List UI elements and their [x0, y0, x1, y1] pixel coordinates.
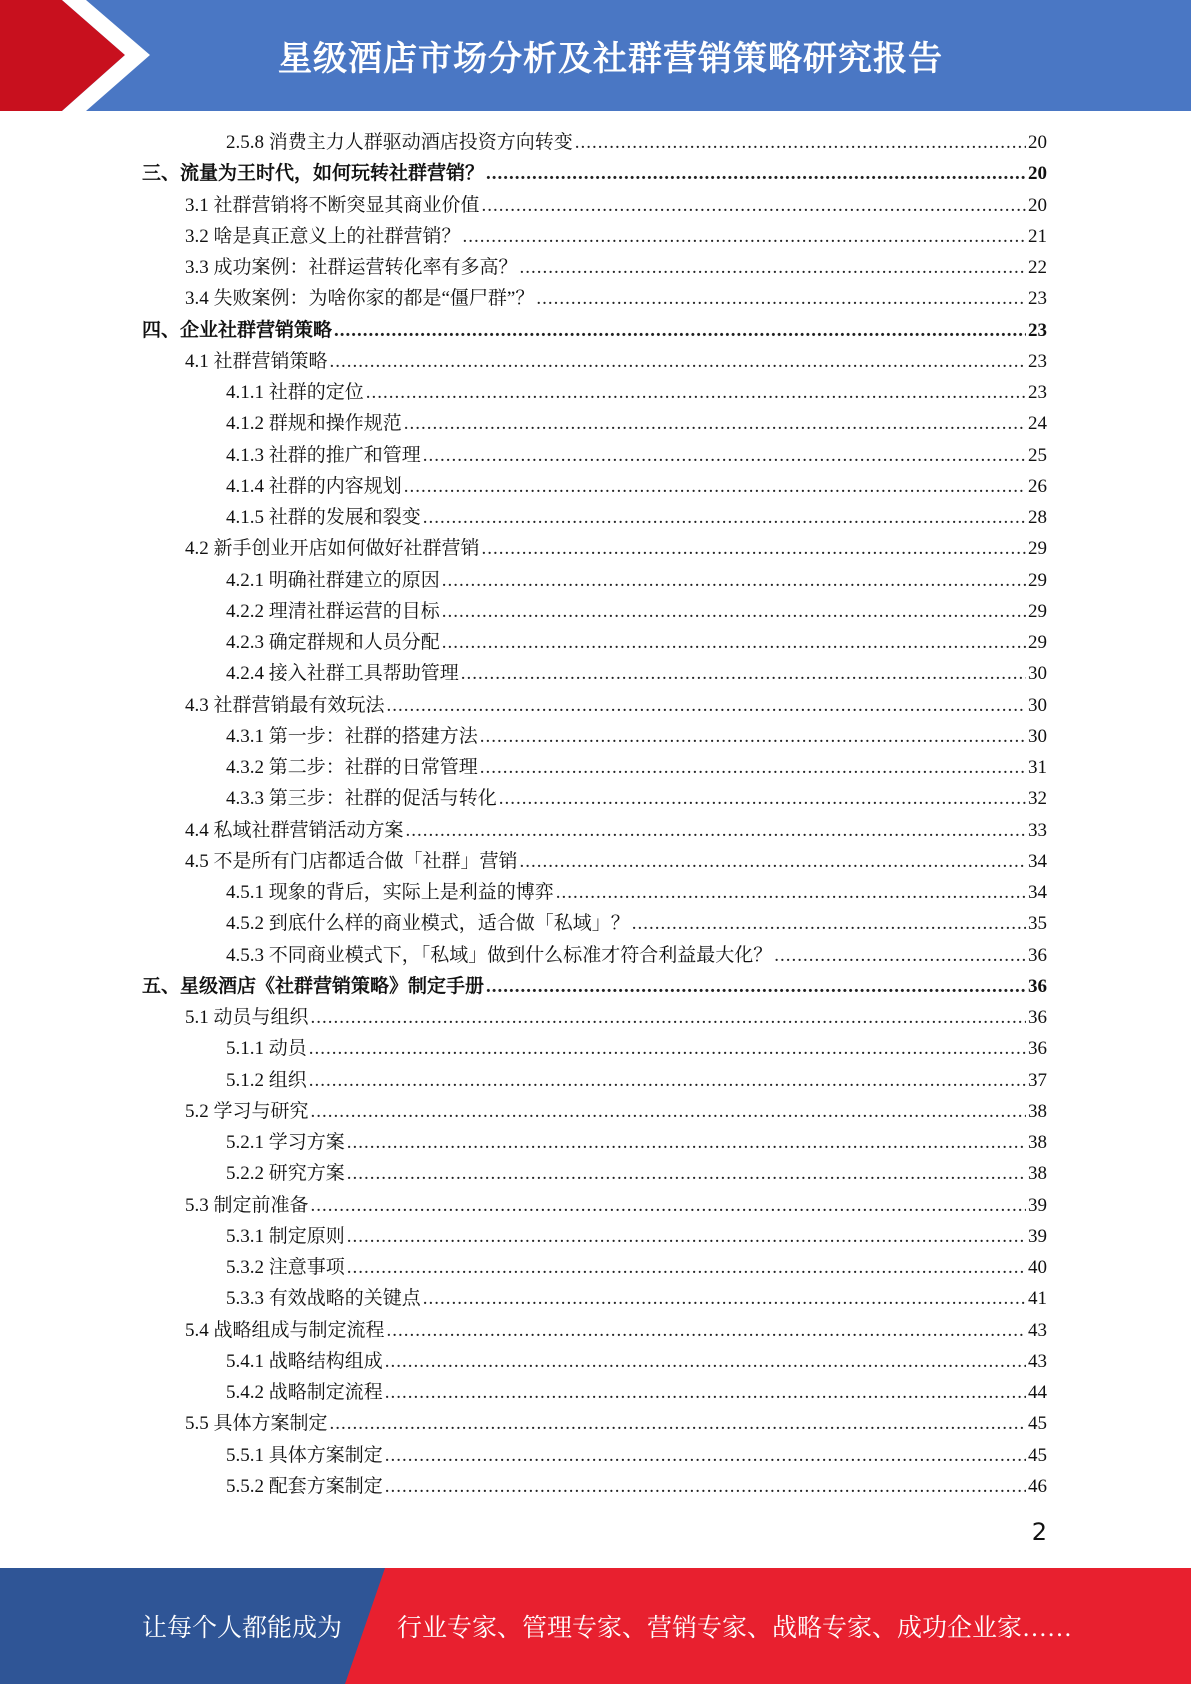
toc-entry-page: 36: [1028, 975, 1047, 997]
toc-entry[interactable]: [226, 596, 1047, 627]
toc-leader-dots: [461, 658, 1026, 689]
toc-entry-title: 3.3 成功案例：社群运营转化率有多高？: [185, 257, 518, 278]
toc-entry-title: 5.4.1 战略结构组成: [226, 1350, 383, 1372]
toc-leader-dots: [442, 565, 1026, 596]
toc-entry-page: 26: [1028, 475, 1047, 497]
toc-entry-page: 44: [1028, 1382, 1047, 1403]
toc-entry-title: 4.1.2 群规和操作规范: [226, 413, 402, 435]
toc-leader-dots: [311, 1096, 1026, 1127]
footer-slogan-right: 行业专家、管理专家、营销专家、战略专家、成功企业家……: [397, 1615, 1073, 1642]
toc-entry[interactable]: [185, 346, 1047, 377]
toc-entry-page: 38: [1028, 1163, 1047, 1185]
toc-entry-page: 29: [1028, 569, 1047, 591]
toc-entry-page: 33: [1028, 819, 1047, 841]
toc-leader-dots: [347, 1221, 1026, 1252]
toc-entry[interactable]: [226, 1065, 1047, 1096]
toc-entry-page: 22: [1028, 257, 1047, 278]
toc-entry-page: 41: [1028, 1288, 1047, 1310]
toc-entry-title: 5.1.2 组织: [226, 1069, 307, 1091]
toc-entry-title: 5.3.1 制定原则: [226, 1225, 345, 1247]
toc-entry-page: 40: [1028, 1257, 1047, 1278]
toc-entry-title: 4.2 新手创业开店如何做好社群营销: [185, 538, 480, 560]
toc-leader-dots: [347, 1158, 1026, 1189]
toc-entry[interactable]: [226, 752, 1047, 783]
toc-entry-page: 24: [1028, 413, 1047, 435]
toc-leader-dots: [480, 752, 1026, 783]
toc-entry-page: 45: [1028, 1413, 1047, 1435]
toc-entry[interactable]: [185, 1096, 1047, 1127]
toc-leader-dots: [404, 471, 1026, 502]
toc-entry[interactable]: [226, 783, 1047, 814]
toc-entry[interactable]: [226, 502, 1047, 533]
toc-entry-title: 2.5.8 消费主力人群驱动酒店投资方向转变: [226, 132, 573, 153]
toc-entry[interactable]: [226, 908, 1047, 939]
toc-leader-dots: [311, 1002, 1026, 1033]
toc-entry[interactable]: [226, 721, 1047, 752]
toc-entry-page: 29: [1028, 600, 1047, 622]
toc-leader-dots: [520, 252, 1026, 283]
toc-entry-title: 4.3.2 第二步：社群的日常管理: [226, 757, 478, 778]
toc-entry-page: 38: [1028, 1100, 1047, 1122]
toc-entry[interactable]: [226, 127, 1047, 158]
toc-entry-title: 5.1.1 动员: [226, 1038, 307, 1060]
toc-entry[interactable]: [226, 1033, 1047, 1064]
toc-entry-page: 36: [1028, 1038, 1047, 1060]
toc-entry[interactable]: [142, 315, 1047, 346]
toc-entry-title: 3.2 啥是真正意义上的社群营销？: [185, 225, 461, 247]
toc-entry-title: 4.1 社群营销策略: [185, 350, 328, 372]
toc-entry-title: 4.1.1 社群的定位: [226, 382, 364, 403]
toc-entry[interactable]: [226, 1471, 1047, 1502]
toc-leader-dots: [536, 283, 1026, 314]
toc-entry[interactable]: [226, 1221, 1047, 1252]
page-number: 2: [1031, 1518, 1047, 1546]
toc-entry-title: 3.1 社群营销将不断突显其商业价值: [185, 194, 480, 216]
toc-entry-page: 35: [1028, 913, 1047, 935]
toc-entry-page: 23: [1028, 382, 1047, 403]
toc-leader-dots: [486, 158, 1026, 189]
toc-leader-dots: [404, 408, 1026, 439]
toc-entry-title: 3.4 失败案例：为啥你家的都是“僵尸群”？: [185, 288, 535, 310]
toc-entry-page: 30: [1028, 663, 1047, 685]
toc-leader-dots: [334, 315, 1026, 346]
toc-entry-title: 四、企业社群营销策略: [142, 319, 333, 341]
toc-leader-dots: [385, 1346, 1026, 1377]
toc-entry-title: 5.2.2 研究方案: [226, 1163, 345, 1185]
toc-entry-page: 36: [1028, 1007, 1047, 1028]
toc-entry-title: 4.5.1 现象的背后，实际上是利益的博弈: [226, 882, 554, 903]
toc-entry-title: 4.5.2 到底什么样的商业模式，适合做「私域」？: [226, 913, 630, 935]
toc-entry[interactable]: [226, 1252, 1047, 1283]
toc-entry-title: 5.4 战略组成与制定流程: [185, 1319, 385, 1341]
toc-entry-page: 25: [1028, 444, 1047, 466]
toc-leader-dots: [385, 1440, 1026, 1471]
toc-entry-page: 39: [1028, 1194, 1047, 1216]
toc-entry-page: 30: [1028, 694, 1047, 716]
toc-entry[interactable]: [226, 627, 1047, 658]
toc-entry-page: 32: [1028, 788, 1047, 810]
toc-entry-page: 20: [1028, 194, 1047, 216]
toc-entry-title: 4.3.3 第三步：社群的促活与转化: [226, 788, 497, 810]
toc-entry[interactable]: [185, 252, 1047, 283]
toc-entry[interactable]: [185, 1408, 1047, 1439]
toc-entry-page: 43: [1028, 1319, 1047, 1341]
toc-entry-page: 23: [1028, 288, 1047, 310]
toc-entry[interactable]: [226, 877, 1047, 908]
toc-entry-page: 23: [1028, 350, 1047, 372]
page-footer: [0, 1568, 1191, 1684]
toc-entry[interactable]: [226, 1283, 1047, 1314]
document-title: 星级酒店市场分析及社群营销策略研究报告: [278, 39, 943, 79]
toc-entry-page: 34: [1028, 882, 1047, 903]
toc-entry[interactable]: [142, 158, 1047, 189]
toc-entry[interactable]: [185, 846, 1047, 877]
toc-entry-title: 4.5 不是所有门店都适合做「社群」营销: [185, 850, 518, 872]
toc-leader-dots: [385, 1377, 1026, 1408]
toc-leader-dots: [575, 127, 1026, 158]
toc-leader-dots: [311, 1190, 1026, 1221]
toc-leader-dots: [387, 1315, 1026, 1346]
toc-leader-dots: [330, 1408, 1026, 1439]
toc-leader-dots: [486, 971, 1026, 1002]
toc-entry-title: 五、星级酒店《社群营销策略》制定手册: [142, 975, 485, 997]
toc-entry-title: 5.5 具体方案制定: [185, 1413, 328, 1435]
toc-entry-page: 21: [1028, 225, 1047, 247]
toc-entry-page: 30: [1028, 725, 1047, 747]
toc-entry[interactable]: [226, 1377, 1047, 1408]
toc-leader-dots: [442, 627, 1026, 658]
toc-entry-page: 36: [1028, 944, 1047, 966]
toc-entry[interactable]: [185, 815, 1047, 846]
toc-entry-title: 4.2.1 明确社群建立的原因: [226, 569, 440, 591]
toc-entry-page: 38: [1028, 1132, 1047, 1153]
toc-leader-dots: [520, 846, 1026, 877]
toc-entry-title: 三、流量为王时代，如何玩转社群营销？: [142, 163, 485, 185]
toc-entry[interactable]: [185, 190, 1047, 221]
toc-leader-dots: [482, 533, 1026, 564]
toc-entry-page: 20: [1028, 163, 1047, 185]
toc-entry-page: 29: [1028, 538, 1047, 560]
toc-leader-dots: [347, 1252, 1026, 1283]
toc-entry[interactable]: [226, 565, 1047, 596]
toc-entry[interactable]: [185, 1315, 1047, 1346]
toc-leader-dots: [406, 815, 1026, 846]
toc-entry-title: 5.5.1 具体方案制定: [226, 1444, 383, 1466]
page-header: [0, 0, 1191, 111]
toc-leader-dots: [366, 377, 1026, 408]
toc-entry-title: 5.3.3 有效战略的关键点: [226, 1288, 421, 1310]
toc-entry-page: 34: [1028, 850, 1047, 872]
toc-leader-dots: [309, 1033, 1026, 1064]
toc-entry[interactable]: [226, 1127, 1047, 1158]
toc-leader-dots: [330, 346, 1026, 377]
footer-slogan-left: 让每个人都能成为: [142, 1615, 343, 1642]
toc-leader-dots: [309, 1065, 1026, 1096]
toc-leader-dots: [463, 221, 1026, 252]
toc-entry-page: 29: [1028, 632, 1047, 653]
toc-entry[interactable]: [185, 1002, 1047, 1033]
toc-entry-title: 5.4.2 战略制定流程: [226, 1382, 383, 1403]
toc-entry-title: 4.2.2 理清社群运营的目标: [226, 600, 440, 622]
toc-entry[interactable]: [226, 658, 1047, 689]
toc-entry-title: 4.3 社群营销最有效玩法: [185, 694, 385, 716]
toc-entry[interactable]: [185, 221, 1047, 252]
header-arrow-decoration: [0, 0, 150, 111]
toc-leader-dots: [480, 721, 1026, 752]
toc-entry[interactable]: [226, 1346, 1047, 1377]
toc-entry-title: 4.1.4 社群的内容规划: [226, 475, 402, 497]
toc-leader-dots: [632, 908, 1026, 939]
toc-entry-title: 4.2.3 确定群规和人员分配: [226, 632, 440, 653]
toc-entry-page: 43: [1028, 1350, 1047, 1372]
toc-entry[interactable]: [185, 1190, 1047, 1221]
toc-entry[interactable]: [185, 690, 1047, 721]
toc-leader-dots: [774, 940, 1026, 971]
toc-entry-title: 4.1.3 社群的推广和管理: [226, 444, 421, 466]
toc-entry-page: 46: [1028, 1475, 1047, 1497]
toc-entry-title: 4.3.1 第一步：社群的搭建方法: [226, 725, 478, 747]
toc-entry-title: 5.2 学习与研究: [185, 1100, 309, 1122]
toc-leader-dots: [423, 1283, 1026, 1314]
toc-entry[interactable]: [226, 377, 1047, 408]
toc-entry-page: 28: [1028, 507, 1047, 528]
toc-leader-dots: [387, 690, 1026, 721]
toc-entry-title: 5.2.1 学习方案: [226, 1132, 345, 1153]
toc-entry-title: 5.3.2 注意事项: [226, 1257, 345, 1278]
toc-entry-page: 37: [1028, 1069, 1047, 1091]
toc-entry-page: 39: [1028, 1225, 1047, 1247]
toc-entry[interactable]: [226, 1158, 1047, 1189]
toc-entry-title: 4.2.4 接入社群工具帮助管理: [226, 663, 459, 685]
toc-entry[interactable]: [226, 1440, 1047, 1471]
toc-entry-title: 4.4 私域社群营销活动方案: [185, 819, 404, 841]
toc-leader-dots: [385, 1471, 1026, 1502]
toc-leader-dots: [556, 877, 1026, 908]
toc-entry[interactable]: [226, 471, 1047, 502]
toc-entry-page: 31: [1028, 757, 1047, 778]
toc-entry-page: 45: [1028, 1444, 1047, 1466]
toc-entry[interactable]: [185, 533, 1047, 564]
toc-entry[interactable]: [226, 408, 1047, 439]
toc-entry[interactable]: [142, 971, 1047, 1002]
toc-entry[interactable]: [226, 940, 1047, 971]
toc-entry-page: 20: [1028, 132, 1047, 153]
toc-entry-title: 4.1.5 社群的发展和裂变: [226, 507, 421, 528]
toc-leader-dots: [442, 596, 1026, 627]
toc-leader-dots: [499, 783, 1026, 814]
toc-entry-title: 5.1 动员与组织: [185, 1007, 309, 1028]
toc-leader-dots: [423, 440, 1026, 471]
toc-entry-page: 23: [1028, 319, 1047, 341]
toc-entry-title: 4.5.3 不同商业模式下，「私域」做到什么标准才符合利益最大化？: [226, 944, 773, 966]
toc-entry[interactable]: [226, 440, 1047, 471]
toc-leader-dots: [347, 1127, 1026, 1158]
toc-leader-dots: [482, 190, 1026, 221]
toc-leader-dots: [423, 502, 1026, 533]
toc-entry-title: 5.5.2 配套方案制定: [226, 1475, 383, 1497]
toc-entry[interactable]: [185, 283, 1047, 314]
toc-entry-title: 5.3 制定前准备: [185, 1194, 309, 1216]
